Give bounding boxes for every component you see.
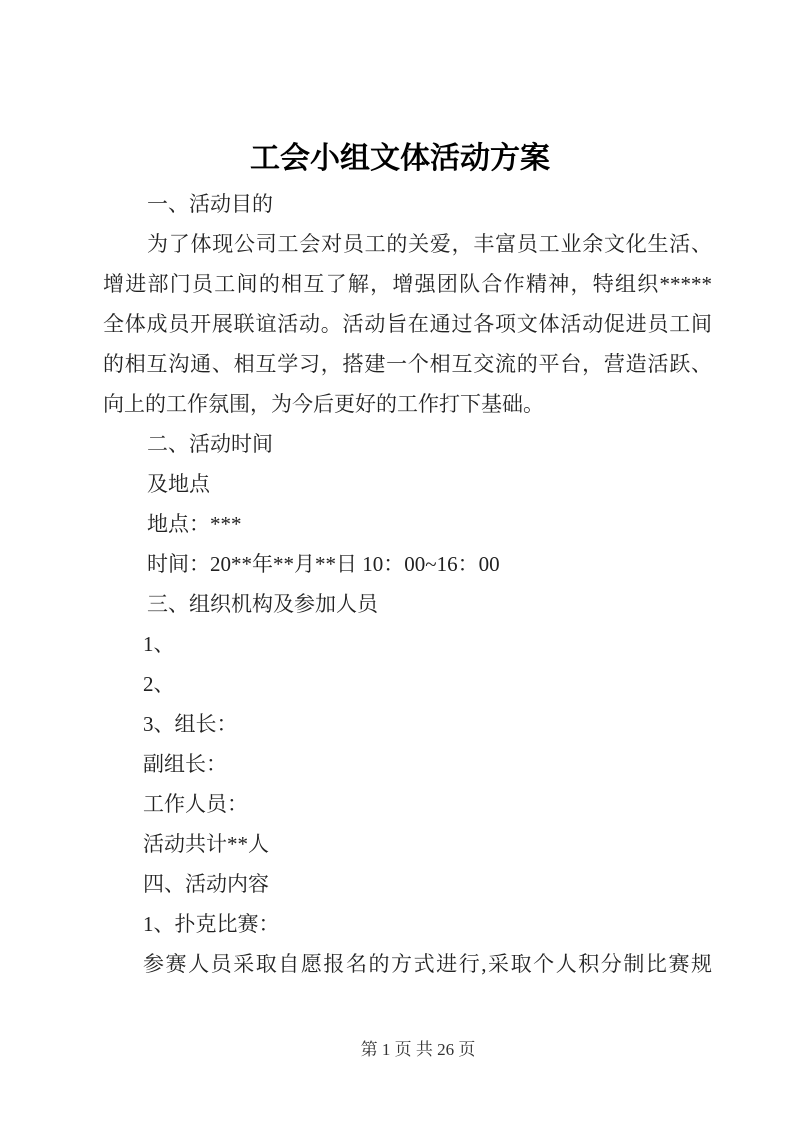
document-line: 的相互沟通、相互学习，搭建一个相互交流的平台，营造活跃、 [103,352,712,376]
document-line: 1、 [143,632,175,656]
document-line: 时间：20**年**月**日 10：00~16：00 [147,552,500,576]
document-body [103,184,712,984]
document-line: 二、活动时间 [147,432,273,456]
document-title: 工会小组文体活动方案 [250,142,550,175]
document-line: 一、活动目的 [147,192,273,216]
document-line: 为了体现公司工会对员工的关爱，丰富员工业余文化生活、 [147,232,712,256]
document-line: 1、扑克比赛： [143,912,280,936]
page-number-label: 第 1 页 共 26 页 [360,1040,476,1059]
document-line: 全体成员开展联谊活动。活动旨在通过各项文体活动促进员工间 [103,312,712,336]
document-line: 参赛人员采取自愿报名的方式进行,采取个人积分制比赛规 [143,952,712,976]
document-line: 副组长： [143,752,227,776]
page-footer [0,1038,800,1062]
document-line: 活动共计**人 [143,832,269,856]
document-line: 3、组长： [143,712,238,736]
document-line: 2、 [143,672,175,696]
document-line: 向上的工作氛围，为今后更好的工作打下基础。 [103,392,544,416]
document-line: 增进部门员工间的相互了解，增强团队合作精神，特组织***** [103,272,712,296]
document-line: 四、活动内容 [143,872,269,896]
document-line: 工作人员： [143,792,248,816]
document-line: 及地点 [147,472,210,496]
document-line: 地点：*** [147,512,242,536]
document-line: 三、组织机构及参加人员 [147,592,378,616]
